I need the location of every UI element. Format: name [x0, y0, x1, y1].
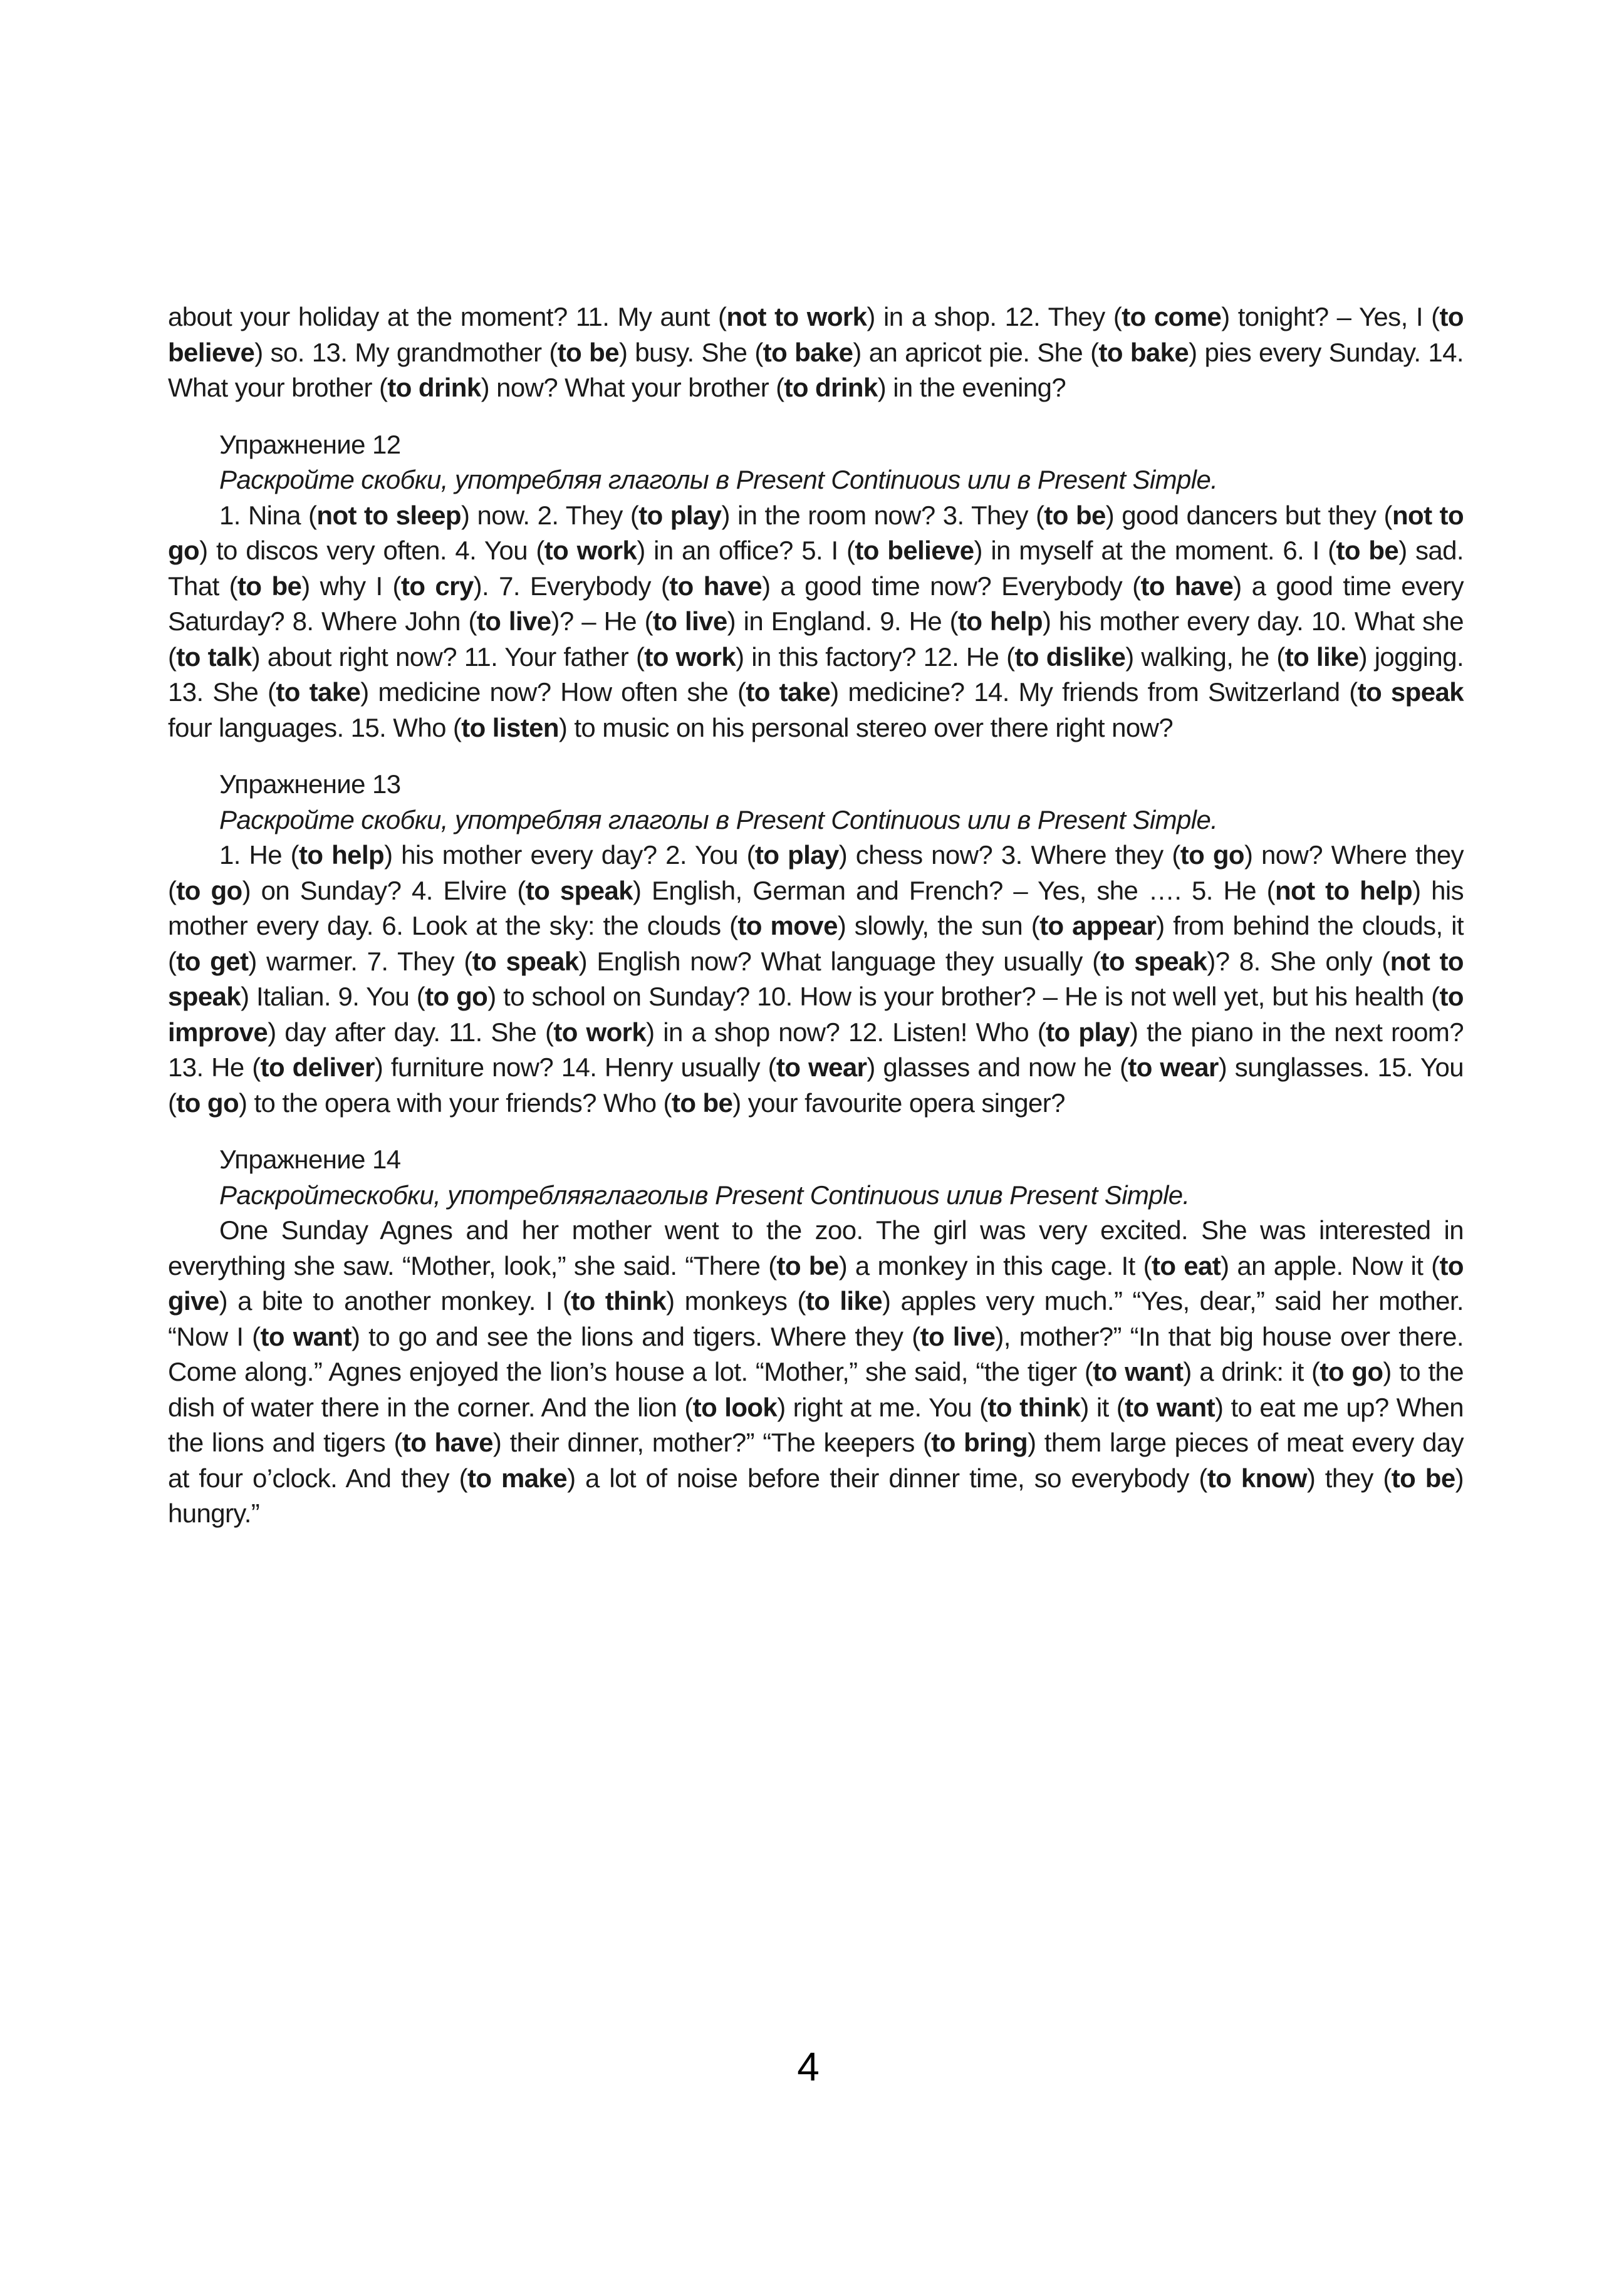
exercise-instruction: Раскройте скобки, употребляя глаголы в Present Continuous или в Present Simple. [219, 804, 1218, 834]
text-run: ) them large pieces of meat every day at four o’clock. And they ( [168, 1428, 1464, 1493]
verb-prompt: to go [1180, 840, 1244, 870]
text-run: ) now. 2. They ( [461, 500, 639, 530]
verb-prompt: to work [644, 642, 736, 672]
verb-prompt: to cry [400, 571, 474, 601]
text-run: ) to music on his personal stereo over there right now? [558, 712, 1174, 742]
text-run: ) a lot of noise before their dinner time, so everybody ( [567, 1463, 1207, 1493]
verb-prompt: not to sleep [316, 500, 461, 530]
verb-prompt: to speak [1357, 677, 1464, 707]
verb-prompt: to like [805, 1286, 883, 1316]
text-run: ) your favourite opera singer? [732, 1088, 1065, 1118]
verb-prompt: to believe [855, 536, 974, 565]
text-run: ) sunglasses. 15. You ( [168, 1052, 1464, 1118]
text-run: ) a monkey in this cage. It ( [838, 1250, 1152, 1280]
text-run: )? 8. She only ( [1207, 946, 1390, 976]
text-run: ) an apricot pie. She ( [853, 337, 1099, 367]
verb-prompt: to be [557, 337, 619, 367]
verb-prompt: to help [958, 606, 1043, 636]
continuation-paragraph [168, 299, 1464, 406]
verb-prompt: to bake [763, 337, 853, 367]
text-run: ) to go and see the lions and tigers. Where they ( [351, 1321, 920, 1351]
exercise-body [168, 498, 1464, 746]
verb-prompt: to think [571, 1286, 667, 1316]
verb-prompt: to wear [776, 1052, 867, 1082]
exercise-12 [168, 427, 1464, 746]
text-run: ) Italian. 9. You ( [241, 982, 425, 1011]
text-run: ) chess now? 3. Where they ( [838, 840, 1180, 870]
verb-prompt: to be [671, 1088, 733, 1118]
text-run: ) it ( [1080, 1392, 1125, 1422]
verb-prompt: to take [746, 677, 831, 707]
text-run: ) his mother every day. 6. Look at the sky: the clouds ( [168, 875, 1464, 940]
exercise-13 [168, 767, 1464, 1121]
text-run: One Sunday Agnes and her mother went to the zoo. The girl was very excited. She was interested in everything she saw. “Mother, look,” she said. “There ( [168, 1215, 1464, 1280]
text-run: ) in the evening? [877, 373, 1066, 402]
text-run: ) hungry.” [168, 1463, 1464, 1528]
verb-prompt: to go [425, 982, 488, 1011]
verb-prompt: to think [987, 1392, 1081, 1422]
verb-prompt: to work [544, 536, 637, 565]
verb-prompt: to be [1044, 500, 1106, 530]
text-run: ) they ( [1306, 1463, 1392, 1493]
verb-prompt: to talk [176, 642, 252, 672]
text-run: ) why I ( [301, 571, 401, 601]
verb-prompt: to take [276, 677, 361, 707]
text-run: ) now? Where they ( [168, 840, 1464, 905]
verb-prompt: to appear [1039, 911, 1157, 940]
text-run: ) to discos very often. 4. You ( [199, 536, 544, 565]
text-run: ) medicine? 14. My friends from Switzerland ( [830, 677, 1358, 707]
verb-prompt: to go [176, 1088, 239, 1118]
text-run: ) English now? What language they usually ( [578, 946, 1101, 976]
verb-prompt: to work [553, 1017, 647, 1047]
text-run: ) in a shop now? 12. Listen! Who ( [646, 1017, 1046, 1047]
text-run: ) walking, he ( [1125, 642, 1285, 672]
text-run: ) from behind the clouds, it ( [168, 911, 1464, 976]
text-run: ) to the opera with your friends? Who ( [239, 1088, 672, 1118]
verb-prompt: to live [476, 606, 551, 636]
text-run: ) busy. She ( [618, 337, 763, 367]
text-run: ) in this factory? 12. He ( [736, 642, 1015, 672]
text-run: ) right at me. You ( [777, 1392, 988, 1422]
document-page [168, 299, 1464, 1532]
text-run: ) to the dish of water there in the corner. And the lion ( [168, 1357, 1464, 1422]
text-run: ) to school on Sunday? 10. How is your brother? – He is not well yet, but his health ( [487, 982, 1440, 1011]
text-run: ) the piano in the next room? 13. He ( [168, 1017, 1464, 1082]
verb-prompt: to wear [1128, 1052, 1219, 1082]
text-run: ) his mother every day. 10. What she ( [168, 606, 1464, 672]
verb-prompt: not to speak [168, 946, 1464, 1011]
exercise-14 [168, 1142, 1464, 1532]
text-run: 1. He ( [219, 840, 299, 870]
text-run: ) in a shop. 12. They ( [867, 302, 1122, 331]
text-run: ) a good time now? Everybody ( [762, 571, 1141, 601]
verb-prompt: to be [1391, 1463, 1455, 1493]
verb-prompt: to play [755, 840, 839, 870]
exercise-body [168, 1213, 1464, 1532]
text-run: ) monkeys ( [666, 1286, 806, 1316]
verb-prompt: to play [1046, 1017, 1130, 1047]
verb-prompt: to live [653, 606, 727, 636]
text-run: ) warmer. 7. They ( [248, 946, 472, 976]
text-run: ) sad. That ( [168, 536, 1464, 601]
verb-prompt: to look [692, 1392, 778, 1422]
text-run: ) on Sunday? 4. Elvire ( [242, 875, 526, 905]
verb-prompt: to have [402, 1428, 493, 1457]
text-run: four languages. 15. Who ( [168, 712, 462, 742]
verb-prompt: to drink [784, 373, 878, 402]
verb-prompt: to like [1284, 642, 1359, 672]
verb-prompt: to speak [525, 875, 633, 905]
verb-prompt: to deliver [260, 1052, 375, 1082]
text-run: ) apples very much.” “Yes, dear,” said her mother. “Now I ( [168, 1286, 1464, 1351]
spacer [168, 1121, 1464, 1142]
verb-prompt: not to work [726, 302, 867, 331]
text-run: ) in the room now? 3. They ( [721, 500, 1044, 530]
verb-prompt: to be [1336, 536, 1399, 565]
text-run: ) now? What your brother ( [481, 373, 784, 402]
verb-prompt: to want [260, 1321, 351, 1351]
verb-prompt: to go [1320, 1357, 1383, 1386]
exercise-instruction: Раскройтескобки, употребляяглаголыв Present Continuous илив Present Simple. [219, 1180, 1190, 1210]
verb-prompt: to live [920, 1321, 996, 1351]
text-run: ) his mother every day? 2. You ( [384, 840, 755, 870]
spacer [168, 406, 1464, 427]
text-run: ) a drink: it ( [1183, 1357, 1320, 1386]
text-run: ) tonight? – Yes, I ( [1221, 302, 1440, 331]
text-run: ) their dinner, mother?” “The keepers ( [492, 1428, 932, 1457]
text-run: ) medicine now? How often she ( [360, 677, 746, 707]
text-run: ) pies every Sunday. 14. What your brother ( [168, 337, 1464, 402]
verb-prompt: to improve [168, 982, 1464, 1047]
text-run: ) English, German and French? – Yes, she …. 5. He ( [632, 875, 1275, 905]
verb-prompt: to play [638, 500, 722, 530]
verb-prompt: to come [1122, 302, 1222, 331]
verb-prompt: to be [237, 571, 302, 601]
text-run: ) to eat me up? When the lions and tigers ( [168, 1392, 1464, 1457]
verb-prompt: to know [1207, 1463, 1307, 1493]
verb-prompt: to go [176, 875, 242, 905]
exercise-heading: Упражнение 14 [219, 1145, 401, 1174]
text-run: 1. Nina ( [219, 500, 317, 530]
spacer [168, 745, 1464, 767]
text-run: ), mother?” “In that big house over there. Come along.” Agnes enjoyed the lion’s house a lot. “Mother,” she said, “the tiger ( [168, 1321, 1464, 1386]
text-run: ) in myself at the moment. 6. I ( [974, 536, 1336, 565]
verb-prompt: not to help [1274, 875, 1413, 905]
verb-prompt: to want [1093, 1357, 1184, 1386]
text-run: ) day after day. 11. She ( [268, 1017, 554, 1047]
text-run: ) in an office? 5. I ( [637, 536, 855, 565]
verb-prompt: to make [467, 1463, 568, 1493]
text-run: ) slowly, the sun ( [837, 911, 1040, 940]
verb-prompt: to get [176, 946, 249, 976]
exercise-heading: Упражнение 13 [219, 769, 401, 799]
text-run: ) a good time every Saturday? 8. Where John ( [168, 571, 1464, 636]
verb-prompt: to dislike [1014, 642, 1126, 672]
verb-prompt: to bake [1098, 337, 1189, 367]
verb-prompt: to move [737, 911, 838, 940]
page-number: 4 [797, 2044, 820, 2089]
text-run: ) glasses and now he ( [867, 1052, 1128, 1082]
text-run: ) furniture now? 14. Henry usually ( [374, 1052, 777, 1082]
verb-prompt: to believe [168, 302, 1464, 367]
text-run: ). 7. Everybody ( [473, 571, 670, 601]
text-run: ) so. 13. My grandmother ( [254, 337, 558, 367]
verb-prompt: to be [776, 1250, 839, 1280]
text-run: ) good dancers but they ( [1105, 500, 1392, 530]
text-run: ) a bite to another monkey. I ( [219, 1286, 571, 1316]
verb-prompt: to eat [1151, 1250, 1221, 1280]
verb-prompt: to listen [461, 712, 559, 742]
verb-prompt: to give [168, 1250, 1464, 1316]
verb-prompt: to speak [472, 946, 579, 976]
text-run: )? – He ( [551, 606, 653, 636]
verb-prompt: to want [1125, 1392, 1215, 1422]
text-run: ) an apple. Now it ( [1221, 1250, 1440, 1280]
exercise-body [168, 838, 1464, 1121]
text-run: ) jogging. 13. She ( [168, 642, 1464, 707]
text-run: about your holiday at the moment? 11. My aunt ( [168, 302, 727, 331]
exercise-instruction: Раскройте скобки, употребляя глаголы в Present Continuous или в Present Simple. [219, 465, 1218, 494]
text-run: ) in England. 9. He ( [727, 606, 959, 636]
verb-prompt: to speak [1100, 946, 1207, 976]
verb-prompt: not to go [168, 500, 1464, 565]
verb-prompt: to have [669, 571, 763, 601]
verb-prompt: to help [299, 840, 385, 870]
verb-prompt: to have [1140, 571, 1234, 601]
verb-prompt: to bring [931, 1428, 1028, 1457]
verb-prompt: to drink [387, 373, 481, 402]
text-run: ) about right now? 11. Your father ( [251, 642, 645, 672]
exercise-heading: Упражнение 12 [219, 429, 401, 459]
